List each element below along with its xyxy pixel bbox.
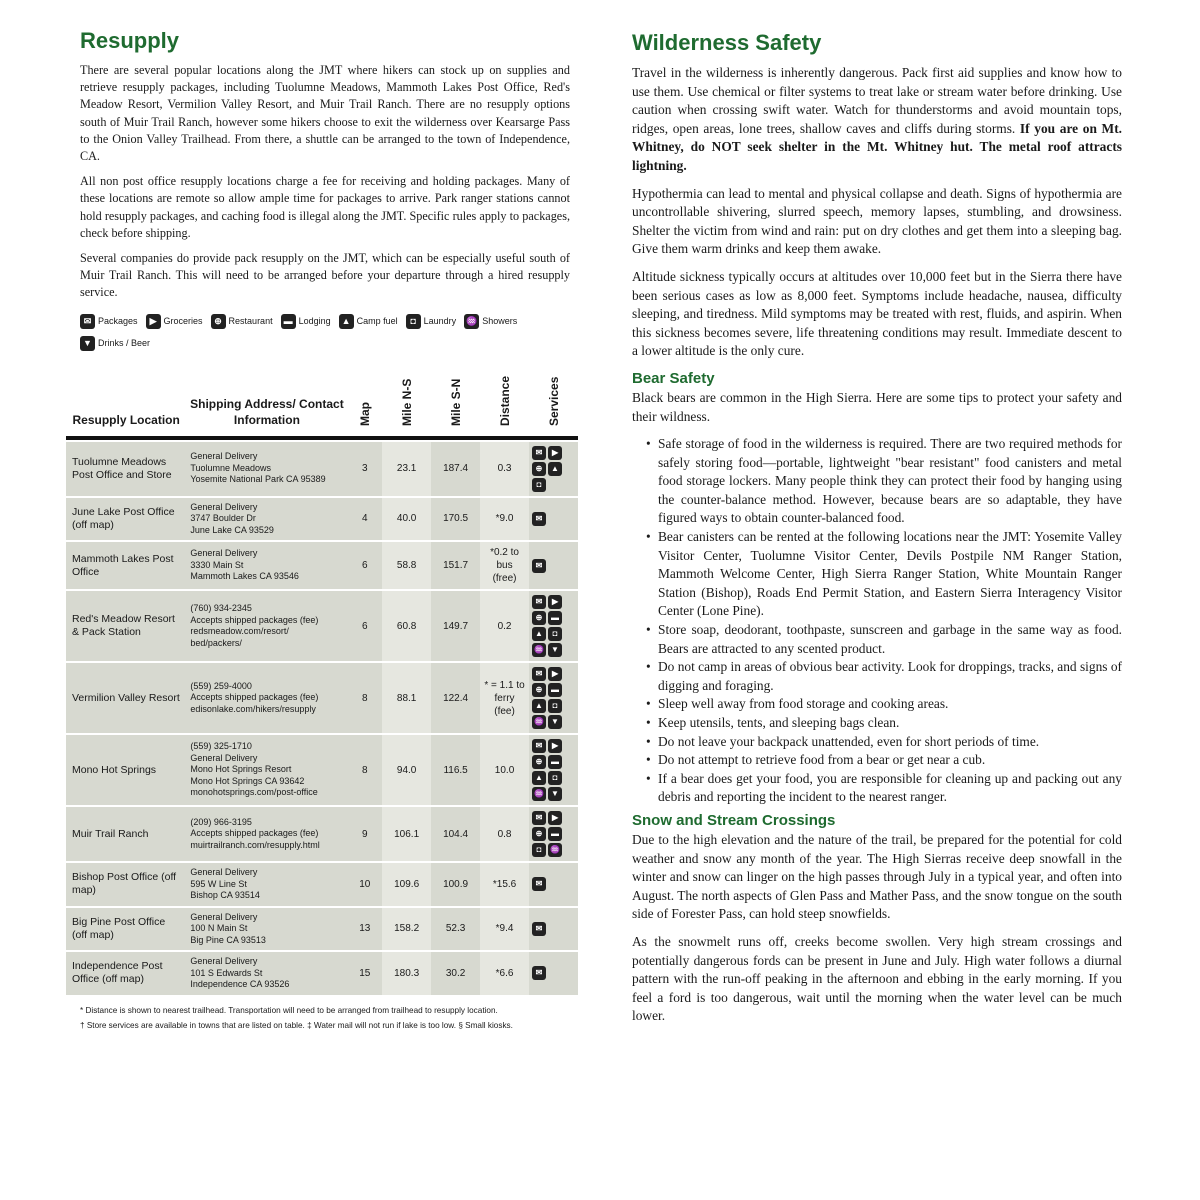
address-line: 3747 Boulder Dr (190, 513, 256, 524)
resupply-paragraph: All non post office resupply locations charge a fee for receiving and holding packages. Many of these locations are remote so allow ample time for packages to arrive. Park ranger stations cannot hold resupply packages, and caching food is illegal along the JMT. Specific rules apply to packages, check before shipping. (80, 174, 570, 240)
cell-services (529, 542, 578, 589)
cell-map: 4 (347, 498, 382, 541)
address-line: Tuolumne Meadows (190, 462, 272, 473)
service-icon: ✉ (532, 559, 546, 573)
cell-mile-sn: 187.4 (431, 442, 480, 496)
legend-label: Laundry (423, 315, 457, 326)
service-icon: ♒ (548, 843, 562, 857)
address-line: muirtrailranch.com/resupply.html (190, 839, 320, 850)
address-line: redsmeadow.com/resort/ (190, 626, 289, 637)
cell-mile-ns: 88.1 (382, 663, 431, 733)
bear-tip: • Store soap, deodorant, toothpaste, sunscreen and garbage in the same way as food. Bears are attracted to any scented product. (658, 621, 1122, 658)
table-row (66, 442, 578, 496)
legend-item (146, 310, 203, 332)
service-icon: ✉ (532, 922, 546, 936)
address-line: General Delivery (190, 752, 258, 763)
address-line: 100 N Main St (190, 923, 248, 934)
service-icon: ⊕ (532, 755, 546, 769)
legend-label: Showers (482, 315, 518, 326)
cell-mile-sn: 100.9 (431, 863, 480, 906)
header-address: Shipping Address/ Contact Information (190, 396, 344, 427)
bear-tip: • Bear canisters can be rented at the following locations near the JMT: Yosemite Valley Visitor Center, Tuolumne Visitor Center, Devils Postpile NM Ranger Station, Mammoth Welcome Center, High Sierra Ranger Station, White Mountain Ranger Station (Bishop), Roads End Permit Station, and Eastern Sierra Interagency Visitor Center (Lone Pine). (658, 528, 1122, 621)
table-row (66, 663, 578, 733)
cell-services (529, 591, 578, 661)
cell-services (529, 952, 578, 995)
cell-mile-ns: 94.0 (382, 735, 431, 805)
cell-map: 8 (347, 663, 382, 733)
address-line: Big Pine CA 93513 (190, 934, 266, 945)
legend-item (406, 310, 457, 332)
bear-tips-list (632, 435, 1122, 807)
bear-tip: • Do not attempt to retrieve food from a bear or get near a cub. (658, 751, 1122, 770)
header-services: Services (546, 376, 561, 426)
restaurant-icon: ⊕ (211, 314, 226, 329)
cell-map: 10 (347, 863, 382, 906)
service-icon: ▼ (548, 787, 562, 801)
cell-mile-ns: 180.3 (382, 952, 431, 995)
safety-section (632, 30, 1122, 1035)
cell-services (529, 863, 578, 906)
address-line: General Delivery (190, 501, 258, 512)
legend-label: Drinks / Beer (98, 337, 151, 348)
cell-location: Muir Trail Ranch (66, 807, 186, 861)
cell-mile-ns: 158.2 (382, 908, 431, 951)
safety-title: Wilderness Safety (632, 30, 822, 55)
cell-mile-sn: 30.2 (431, 952, 480, 995)
cell-mile-sn: 122.4 (431, 663, 480, 733)
footnote: † Store services are available in towns that are listed on table. ‡ Water mail will not run if lake is too low. § Small kiosks. (80, 1020, 513, 1030)
service-icon: ▶ (548, 667, 562, 681)
address-line: Accepts shipped packages (fee) (190, 614, 319, 625)
service-icon: ◘ (532, 843, 546, 857)
table-row (66, 591, 578, 661)
cell-mile-ns: 109.6 (382, 863, 431, 906)
table-row (66, 542, 578, 589)
address-line: 3330 Main St (190, 559, 244, 570)
hypothermia-paragraph: Hypothermia can lead to mental and physical collapse and death. Signs of hypothermia are uncontrollable shivering, slurred speech, memory lapses, stumbling, and drowsiness. Shelter the victim from wind and rain: put on dry clothes and get them into a sleeping bag. Give them warm drinks and keep them awake. (632, 185, 1122, 257)
address-line: General Delivery (190, 451, 258, 462)
cell-mile-ns: 23.1 (382, 442, 431, 496)
cell-location: Vermilion Valley Resort (66, 663, 186, 733)
header-map: Map (357, 401, 372, 426)
table-row (66, 498, 578, 541)
cell-map: 8 (347, 735, 382, 805)
cell-mile-sn: 104.4 (431, 807, 480, 861)
service-icon: ◘ (532, 478, 546, 492)
lodging-icon: ▬ (281, 314, 296, 329)
table-row (66, 735, 578, 805)
service-icon: ✉ (532, 595, 546, 609)
resupply-paragraph: Several companies do provide pack resupply on the JMT, which can be especially useful south of Muir Trail Ranch. This will need to be arranged before your departure through a hired resupply service. (80, 251, 570, 300)
cell-distance: *9.4 (480, 908, 529, 951)
address-line: June Lake CA 93529 (190, 524, 274, 535)
legend-item (281, 310, 331, 332)
service-icon: ▶ (548, 446, 562, 460)
cell-distance: *6.6 (480, 952, 529, 995)
footnote: * Distance is shown to nearest trailhead. Transportation will need to be arranged from trailhead to resupply location. (80, 1005, 498, 1015)
cell-address (186, 542, 347, 589)
service-icon: ⊕ (532, 827, 546, 841)
address-line: Mono Hot Springs Resort (190, 764, 292, 775)
cell-mile-sn: 52.3 (431, 908, 480, 951)
cell-map: 9 (347, 807, 382, 861)
address-line: edisonlake.com/hikers/resupply (190, 703, 316, 714)
cell-address (186, 663, 347, 733)
cell-address (186, 442, 347, 496)
cell-mile-sn: 149.7 (431, 591, 480, 661)
address-line: (559) 259-4000 (190, 680, 252, 691)
table-row (66, 807, 578, 861)
legend-label: Restaurant (228, 315, 273, 326)
cell-map: 3 (347, 442, 382, 496)
service-icon: ▶ (548, 595, 562, 609)
cell-distance: 0.8 (480, 807, 529, 861)
table-row (66, 952, 578, 995)
service-icon: ▬ (548, 827, 562, 841)
cell-services (529, 908, 578, 951)
address-line: Yosemite National Park CA 95389 (190, 474, 326, 485)
service-icon: ◘ (548, 699, 562, 713)
service-icon: ▶ (548, 811, 562, 825)
legend-item (80, 332, 150, 354)
table-row (66, 908, 578, 951)
header-distance: Distance (497, 375, 512, 426)
cell-location: Bishop Post Office (off map) (66, 863, 186, 906)
cell-distance: *9.0 (480, 498, 529, 541)
bear-safety-title: Bear Safety (632, 369, 715, 387)
address-line: 595 W Line St (190, 878, 247, 889)
legend-label: Camp fuel (356, 315, 398, 326)
bear-tip: • Do not camp in areas of obvious bear activity. Look for droppings, tracks, and signs of digging and foraging. (658, 658, 1122, 695)
service-icon: ♒ (532, 787, 546, 801)
legend-label: Lodging (298, 315, 331, 326)
address-line: Accepts shipped packages (fee) (190, 692, 319, 703)
resupply-section (72, 28, 570, 1033)
cell-distance: * = 1.1 to ferry (fee) (480, 663, 529, 733)
showers-icon: ♒ (464, 314, 479, 329)
legend-item (339, 310, 398, 332)
service-icon: ▲ (532, 627, 546, 641)
cell-distance: *15.6 (480, 863, 529, 906)
address-line: 101 S Edwards St (190, 967, 263, 978)
service-icon: ♒ (532, 715, 546, 729)
groceries-icon: ▶ (146, 314, 161, 329)
address-line: Accepts shipped packages (fee) (190, 828, 319, 839)
service-icon: ▲ (548, 462, 562, 476)
table-footnotes (80, 1003, 570, 1033)
service-icon: ✉ (532, 667, 546, 681)
cell-location: Mammoth Lakes Post Office (66, 542, 186, 589)
cell-services (529, 442, 578, 496)
address-line: General Delivery (190, 911, 258, 922)
service-icon: ▬ (548, 755, 562, 769)
cell-address (186, 591, 347, 661)
cell-distance: *0.2 to bus (free) (480, 542, 529, 589)
service-icon: ▲ (532, 699, 546, 713)
legend-label: Packages (98, 315, 138, 326)
bear-intro: Black bears are common in the High Sierra. Here are some tips to protect your safety and their wildness. (632, 389, 1122, 424)
cell-location: June Lake Post Office (off map) (66, 498, 186, 541)
cell-mile-sn: 116.5 (431, 735, 480, 805)
service-icon: ✉ (532, 739, 546, 753)
cell-services (529, 807, 578, 861)
legend-item (80, 310, 138, 332)
address-line: bed/packers/ (190, 637, 242, 648)
cell-location: Independence Post Office (off map) (66, 952, 186, 995)
service-icon: ▬ (548, 611, 562, 625)
service-icon: ✉ (532, 877, 546, 891)
address-line: General Delivery (190, 867, 258, 878)
service-icon: ✉ (532, 811, 546, 825)
service-icon: ♒ (532, 643, 546, 657)
cell-address (186, 908, 347, 951)
service-icon: ▼ (548, 715, 562, 729)
service-icon: ▼ (548, 643, 562, 657)
service-icon: ✉ (532, 512, 546, 526)
resupply-table (66, 356, 578, 997)
address-line: Mammoth Lakes CA 93546 (190, 571, 299, 582)
drinks-icon: ▼ (80, 336, 95, 351)
bear-tip: • Keep utensils, tents, and sleeping bags clean. (658, 714, 1122, 733)
address-line: General Delivery (190, 956, 258, 967)
cell-services (529, 498, 578, 541)
cell-distance: 10.0 (480, 735, 529, 805)
snow-title: Snow and Stream Crossings (632, 811, 836, 829)
resupply-paragraph: There are several popular locations along the JMT where hikers can stock up on supplies and retrieve resupply packages, including Tuolumne Meadows, Mammoth Lakes Post Office, Red's Meadow Resort, Vermilion Valley Resort, and Muir Trail Ranch. There are no resupply options south of Muir Trail Ranch, however some hikers choose to exit the wilderness over Kearsarge Pass to the Onion Valley Trailhead. From there, a shuttle can be arranged to the town of Independence, CA. (80, 63, 570, 164)
camp-fuel-icon: ▲ (339, 314, 354, 329)
service-icon: ✉ (532, 966, 546, 980)
bear-tip: • Safe storage of food in the wilderness is required. There are two required methods for safely storing food—portable, lightweight "bear resistant" food canisters and metal food storage lockers. Many people think they can protect their food by hanging using the counter-balance method. However, because bears are so adaptable, they have figured ways to obtain counter-balanced food. (658, 435, 1122, 528)
bear-tip: • If a bear does get your food, you are responsible for cleaning up and packing out any debris and reporting the incident to the nearest ranger. (658, 770, 1122, 807)
package-icon: ✉ (80, 314, 95, 329)
legend-label: Groceries (163, 315, 203, 326)
address-line: monohotsprings.com/post-office (190, 787, 318, 798)
cell-location: Mono Hot Springs (66, 735, 186, 805)
header-mile-sn: Mile S-N (448, 378, 463, 426)
laundry-icon: ◘ (406, 314, 421, 329)
cell-mile-ns: 60.8 (382, 591, 431, 661)
service-icon: ▲ (532, 771, 546, 785)
service-icon: ▬ (548, 683, 562, 697)
services-legend (80, 310, 570, 354)
service-icon: ◘ (548, 627, 562, 641)
resupply-title: Resupply (80, 28, 180, 53)
address-line: (559) 325-1710 (190, 741, 252, 752)
address-line: Mono Hot Springs CA 93642 (190, 775, 305, 786)
cell-address (186, 863, 347, 906)
stream-paragraph: As the snowmelt runs off, creeks become swollen. Very high stream crossings and potentially dangerous fords can be present in June and July. High water follows a diurnal pattern with the run-off peaking in the afternoon and ebbing in the early morning. If you feel a ford is too dangerous, wait until the morning when the water level can be much lower. (632, 933, 1122, 1024)
cell-map: 6 (347, 542, 382, 589)
bear-tip: • Sleep well away from food storage and cooking areas. (658, 695, 1122, 714)
cell-address (186, 735, 347, 805)
table-row (66, 863, 578, 906)
address-line: (209) 966-3195 (190, 816, 252, 827)
address-line: General Delivery (190, 548, 258, 559)
whitney-warning: If you are on Mt. Whitney, do NOT seek shelter in the Mt. Whitney hut. The metal roof attracts lightning. (632, 120, 1122, 173)
cell-mile-ns: 106.1 (382, 807, 431, 861)
cell-location: Big Pine Post Office (off map) (66, 908, 186, 951)
cell-mile-ns: 58.8 (382, 542, 431, 589)
service-icon: ⊕ (532, 683, 546, 697)
service-icon: ▶ (548, 739, 562, 753)
service-icon: ⊕ (532, 462, 546, 476)
cell-services (529, 735, 578, 805)
header-mile-ns: Mile N-S (399, 378, 414, 426)
cell-map: 6 (347, 591, 382, 661)
cell-services (529, 663, 578, 733)
cell-mile-sn: 170.5 (431, 498, 480, 541)
legend-item (464, 310, 517, 332)
snow-paragraph: Due to the high elevation and the nature of the trail, be prepared for the potential for cold weather and snow any month of the year. The High Sierras receive deep snowfall in the winter and snow can linger on the high passes through July in a typical year, and often into August. The north aspects of Glen Pass and Mather Pass, and the snow tongue on the south side of Forester Pass, can hold steep snowfields. (632, 831, 1122, 922)
service-icon: ◘ (548, 771, 562, 785)
cell-address (186, 498, 347, 541)
cell-distance: 0.2 (480, 591, 529, 661)
cell-distance: 0.3 (480, 442, 529, 496)
service-icon: ⊕ (532, 611, 546, 625)
bear-tip: • Do not leave your backpack unattended, even for short periods of time. (658, 733, 1122, 752)
cell-location: Red's Meadow Resort & Pack Station (66, 591, 186, 661)
cell-map: 15 (347, 952, 382, 995)
address-line: Bishop CA 93514 (190, 890, 260, 901)
altitude-paragraph: Altitude sickness typically occurs at altitudes over 10,000 feet but in the Sierra there have been serious cases as low as 8,000 feet. Symptoms include headache, nausea, difficulty sleeping, and tiredness. Mild symptoms may be treated with rest, fluids, and aspirin. When this sickness becomes severe, life threatening conditions may result. Immediate descent to a lower altitude is the only cure. (632, 268, 1122, 359)
service-icon: ✉ (532, 446, 546, 460)
cell-map: 13 (347, 908, 382, 951)
legend-item (211, 310, 273, 332)
cell-address (186, 952, 347, 995)
address-line: Independence CA 93526 (190, 979, 290, 990)
address-line: (760) 934-2345 (190, 603, 252, 614)
header-location: Resupply Location (72, 412, 180, 427)
cell-address (186, 807, 347, 861)
cell-mile-ns: 40.0 (382, 498, 431, 541)
safety-paragraph: Travel in the wilderness is inherently dangerous. Pack first aid supplies and know how to use them. Use chemical or filter systems to treat lake or stream water before drinking. Use caution when crossing swift water. Watch for thunderstorms and avoid mountain tops, ridges, open areas, lone trees, shallow caves and cliffs during storms. If you are on Mt. Whitney, do NOT seek shelter in the Mt. Whitney hut. The metal roof attracts lightning. (632, 65, 1122, 173)
cell-location: Tuolumne Meadows Post Office and Store (66, 442, 186, 496)
cell-mile-sn: 151.7 (431, 542, 480, 589)
